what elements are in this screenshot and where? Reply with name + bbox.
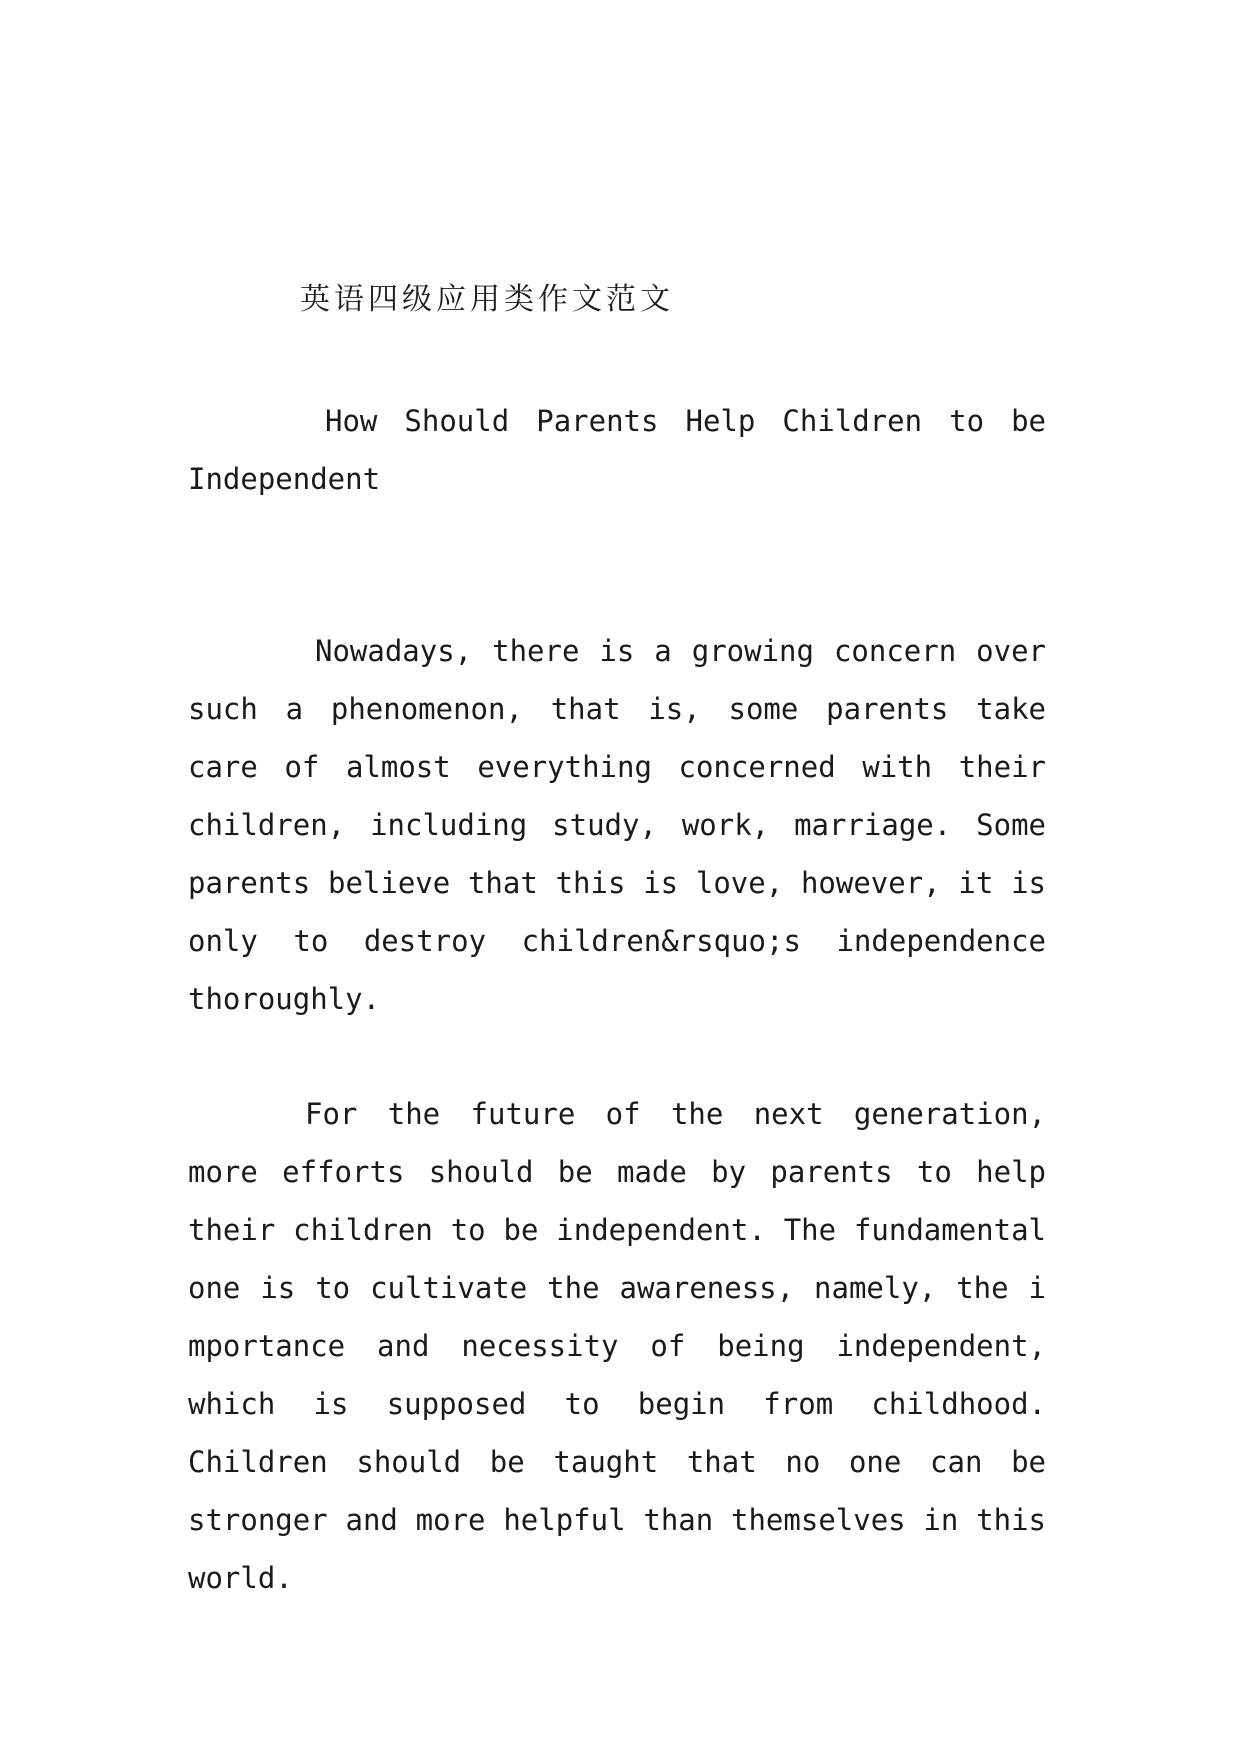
- paragraph-2: For the future of the next generation, more efforts should be made by parents to help their children to be independent. The fundamental one is to cultivate the awareness, namely, the i mportance and necessity of being independent, which is supposed to begin from childhood. Children should be taught that no one can be stronger and more helpful than themselves in this world.: [188, 1097, 1046, 1595]
- document-heading: 英语四级应用类作文范文: [300, 282, 674, 317]
- essay-title-text: How Should Parents Help Children to be Independent: [188, 404, 1046, 496]
- essay-title: [188, 392, 1046, 508]
- paragraph-1: Nowadays, there is a growing concern over such a phenomenon, that is, some parents take care of almost everything concerned with their children, including study, work, marriage. Some parents believe that this is love, however, it is only to destroy children&rsquo;s independence thoroughly.: [188, 634, 1046, 1016]
